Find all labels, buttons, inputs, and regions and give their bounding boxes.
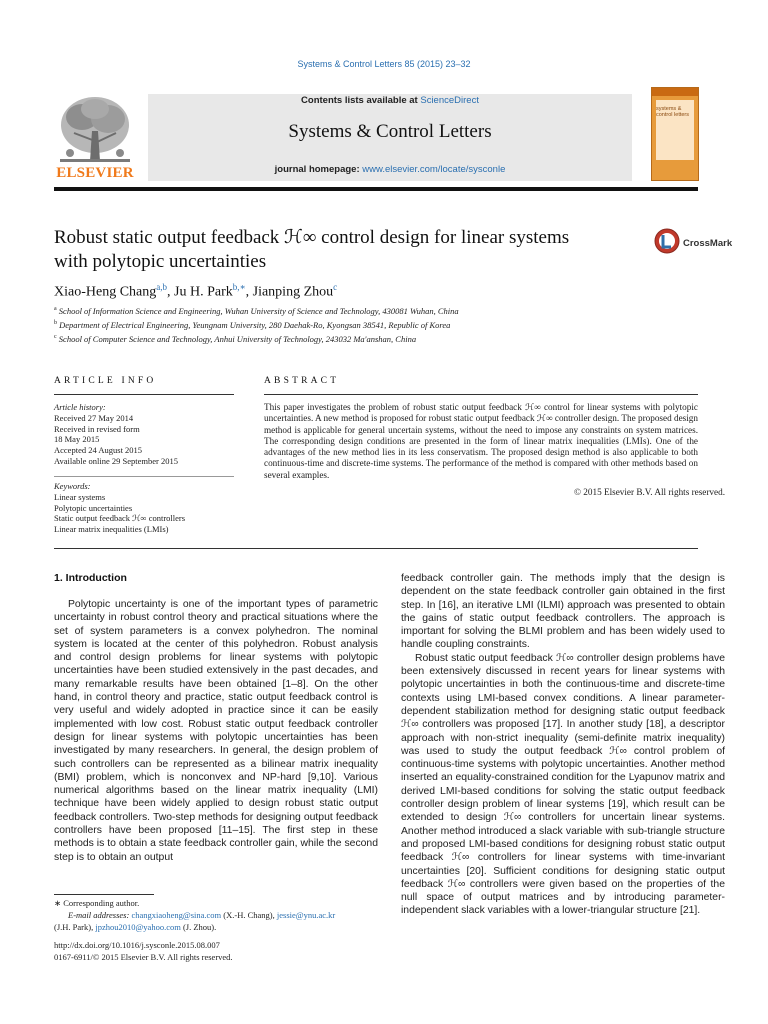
author-list	[54, 282, 337, 301]
abstract-rule	[264, 394, 698, 395]
affiliation-marker: c	[54, 334, 57, 341]
author-separator: ,	[245, 284, 253, 300]
email-owner: (X.-H. Chang),	[221, 910, 277, 920]
corresponding-author-note: ∗ Corresponding author.	[54, 898, 140, 908]
sciencedirect-link[interactable]: ScienceDirect	[420, 95, 479, 106]
history-item: Accepted 24 August 2015	[54, 445, 143, 456]
intro-paragraph: Polytopic uncertainty is one of the important types of parametric uncertainty in robust control theory and practical situations where the set of system parameters is a convex polyhedron. The nominal system is located at the center of this polyhedron. Robust analysis and control design problems for linear systems with polytopic uncertainties have been studied extensively in the past decades, and many remarkable results have been obtained [1–8]. On the other hand, in control theory and practice, static output feedback control is very useful and widely adopted in practice since it can be easily implemented with low cost. Robust static output feedback controller design for linear systems with polytopic uncertainties has been investigated by many researchers. In general, the design problem of such controllers can be represented as a bilinear matrix inequality (BMI) problem, which is nonconvex and NP-hard [9,10]. Various numerical algorithms based on the linear matrix inequality (LMI) technique have been widely applied to design robust static output feedback controllers. Two-step methods for designing output feedback controllers have been proposed [11–15]. The first step in these methods is to obtain a state feedback controller gain, while the second step is to obtain an output	[54, 599, 378, 863]
journal-homepage-line	[148, 164, 632, 175]
abstract-copyright: © 2015 Elsevier B.V. All rights reserved.	[574, 487, 725, 497]
affiliation-text: School of Information Science and Engineering, Wuhan University of Science and Technology, 430081 Wuhan, China	[58, 306, 459, 316]
issn-copyright: 0167-6911/© 2015 Elsevier B.V. All rights reserved.	[54, 952, 233, 962]
intro-paragraph-continued: feedback controller gain. The methods imply that the design is dependent on the state feedback controller gain obtained in the first step. In [16], an iterative LMI (ILMI) approach was presented to obtain the gains of static output feedback controllers. The approach is important for solving the BLMI problem and has been widely used to handle coupling constraints.	[401, 573, 725, 651]
keyword-item: Linear systems	[54, 491, 106, 502]
keywords-label: Keywords:	[54, 481, 91, 491]
article-history	[54, 402, 234, 467]
author-name: Xiao-Heng Chang	[54, 284, 157, 300]
abstract-text: This paper investigates the problem of robust static output feedback ℋ∞ control for linear systems with polytopic uncertainties. A new method is proposed for robust static output feedback ℋ∞ controller design. The proposed design method is applicable for general uncertain systems, without the need to impose any constraints on system matrices. The corresponding design conditions are presented in the form of linear matrix inequalities (LMIs). One of the advantages of the new method lies in its less conservatism. The proposed design method is also applicable to both continuous-time and discrete-time systems. The performance of the method is compared with other methods based on several examples.	[264, 402, 698, 480]
email-owner: (J.H. Park),	[54, 922, 96, 932]
author-affiliation-marker[interactable]: a,b	[156, 282, 168, 292]
keyword-item: Polytopic uncertainties	[54, 502, 133, 513]
keyword-item: Linear matrix inequalities (LMIs)	[54, 524, 169, 535]
author-affiliation-marker[interactable]: b,∗	[232, 282, 246, 292]
doi-link[interactable]: http://dx.doi.org/10.1016/j.sysconle.2015.08.007	[54, 940, 220, 950]
email-label: E-mail addresses:	[68, 910, 132, 920]
journal-reference[interactable]: Systems & Control Letters 85 (2015) 23–32	[297, 59, 471, 69]
history-item: Available online 29 September 2015	[54, 455, 179, 466]
affiliation-marker: b	[54, 320, 57, 327]
cover-title: systems & control letters	[656, 106, 690, 118]
email-link[interactable]: changxiaoheng@sina.com	[131, 910, 222, 920]
left-column-text	[54, 598, 378, 864]
paper-title-line2: with polytopic uncertainties	[54, 251, 267, 272]
author-separator: ,	[167, 284, 175, 300]
article-info-heading: ARTICLE INFO	[54, 376, 157, 386]
publisher-name: ELSEVIER	[56, 165, 134, 181]
journal-cover-thumbnail	[651, 87, 699, 181]
keywords	[54, 481, 234, 535]
header-rule	[54, 187, 698, 191]
history-item: Received 27 May 2014	[54, 412, 134, 423]
cover-band	[652, 88, 698, 96]
intro-paragraph: Robust static output feedback ℋ∞ controller design problems have been extensively discussed in recent years for linear systems with polytopic uncertainties in both the continuous-time and discrete-time contexts using LMI-based convex conditions. A linear parameter-dependent stabilization method for designing static output feedback ℋ∞ controllers was proposed [17]. In another study [18], a descriptor approach with non-strict inequality (semi-definite matrix inequality) was used to study the output feedback ℋ∞ control problem of continuous-time systems with polytopic uncertainties. Another method inserted an equality-constrained condition for the Lyapunov matrix and derived LMI-based conditions for solving the static output feedback controller design problem of linear systems [19], which result can be extended to design ℋ∞ controllers for uncertain linear systems. Another method introduced a slack variable with sub-triangle structure and proposed LMI-based conditions for designing robust static output feedback ℋ∞ controllers for linear systems with time-invariant uncertainties [20]. Sufficient conditions for designing static output feedback ℋ∞ controllers were given based on the properties of the null space of output matrices and by introducing parameter-independent slack variables with a lower-triangular structure [21].	[401, 652, 725, 917]
affiliation-c	[54, 334, 416, 344]
article-info-rule	[54, 394, 234, 395]
email-addresses-continued	[54, 922, 394, 933]
affiliation-b	[54, 320, 450, 330]
affiliation-marker: a	[54, 306, 57, 313]
email-owner: (J. Zhou).	[180, 922, 217, 932]
section-heading-introduction: 1. Introduction	[54, 572, 127, 584]
history-item: 18 May 2015	[54, 434, 100, 445]
email-addresses	[54, 910, 398, 921]
contents-available-line	[148, 95, 632, 106]
footnote-rule	[54, 894, 154, 895]
crossmark-label[interactable]: CrossMark	[683, 238, 733, 249]
journal-title: Systems & Control Letters	[288, 121, 492, 142]
paper-title	[54, 226, 634, 274]
right-column-text	[401, 572, 725, 918]
paper-title-line1: Robust static output feedback ℋ∞ control design for linear systems	[54, 227, 570, 248]
homepage-prefix: journal homepage:	[274, 164, 363, 175]
contents-prefix: Contents lists available at	[301, 95, 421, 106]
affiliation-text: Department of Electrical Engineering, Yeungnam University, 280 Daehak-Ro, Kyongsan 38541, Republic of Korea	[59, 320, 451, 330]
affiliation-text: School of Computer Science and Technology, Anhui University of Technology, 243032 Ma'anshan, China	[58, 334, 417, 344]
keyword-item: Static output feedback ℋ∞ controllers	[54, 513, 186, 524]
history-label: Article history:	[54, 402, 106, 412]
email-link[interactable]: jpzhou2010@yahoo.com	[95, 922, 181, 932]
abstract-heading: ABSTRACT	[264, 376, 340, 386]
author-name: Jianping Zhou	[252, 284, 334, 300]
homepage-link[interactable]: www.elsevier.com/locate/sysconle	[362, 164, 506, 175]
abstract-end-rule	[54, 548, 698, 549]
author-affiliation-marker[interactable]: c	[333, 282, 338, 292]
affiliation-a	[54, 306, 459, 316]
author-name: Ju H. Park	[174, 284, 233, 300]
history-item: Received in revised form	[54, 423, 140, 434]
history-rule	[54, 476, 234, 477]
email-link[interactable]: jessie@ynu.ac.kr	[276, 910, 336, 920]
